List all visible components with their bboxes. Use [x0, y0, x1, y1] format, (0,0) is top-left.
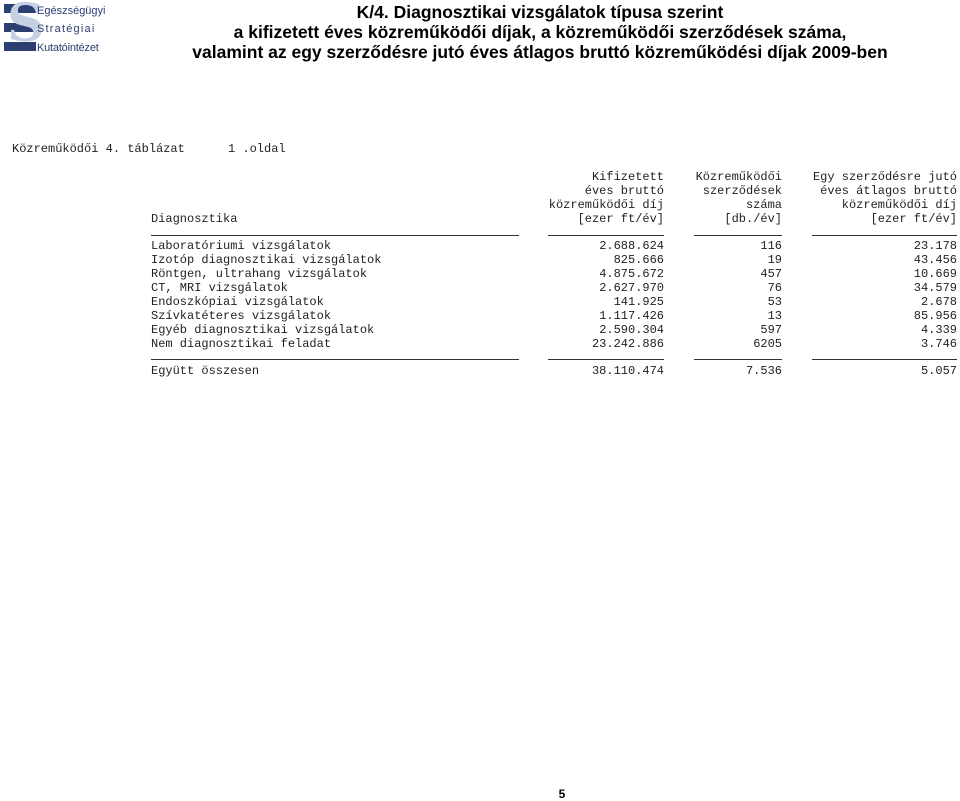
- row-atlag: 23.178: [913, 239, 957, 253]
- total-dij: 38.110.474: [591, 364, 664, 378]
- header-col3-line2: éves átlagos bruttó: [820, 184, 957, 198]
- row-atlag: 2.678: [920, 295, 957, 309]
- row-dij: 2.590.304: [599, 323, 664, 337]
- total-szam: 7.536: [745, 364, 782, 378]
- logo-letter: S: [7, 0, 45, 54]
- row-dij: 2.627.970: [599, 281, 664, 295]
- header-col3-line4: [ezer ft/év]: [870, 212, 957, 226]
- total-rule-col3: [812, 359, 957, 360]
- row-dij: 23.242.886: [591, 337, 664, 351]
- logo-line-3: Kutatóintézet: [37, 42, 99, 54]
- row-dij: 141.925: [613, 295, 664, 309]
- header-col2-line1: Közreműködői: [695, 170, 782, 184]
- page-title-line-1: K/4. Diagnosztikai vizsgálatok típusa szerint: [356, 2, 724, 22]
- header-col3-line1: Egy szerződésre jutó: [812, 170, 957, 184]
- row-atlag: 4.339: [920, 323, 957, 337]
- header-col2-line4: [db./év]: [724, 212, 782, 226]
- row-szam: 76: [767, 281, 782, 295]
- row-dij: 4.875.672: [599, 267, 664, 281]
- row-szam: 116: [760, 239, 782, 253]
- total-rule-name: [151, 359, 519, 360]
- row-szam: 457: [760, 267, 782, 281]
- header-col1-line2: éves bruttó: [584, 184, 664, 198]
- logo-line-1: Egészségügyi: [37, 5, 106, 17]
- row-name: Röntgen, ultrahang vizsgálatok: [151, 267, 368, 281]
- total-rule-col2: [694, 359, 782, 360]
- page-title-line-3: valamint az egy szerződésre jutó éves átlagos bruttó közreműködési díjak 2009-ben: [192, 42, 888, 62]
- row-name: Izotóp diagnosztikai vizsgálatok: [151, 253, 382, 267]
- row-szam: 6205: [753, 337, 782, 351]
- header-col3-line3: közreműködői díj: [841, 198, 957, 212]
- header-col1-line1: Kifizetett: [591, 170, 664, 184]
- page-title-line-2: a kifizetett éves közreműködői díjak, a közreműködői szerződések száma,: [233, 22, 847, 42]
- header-rule-name: [151, 235, 519, 236]
- row-szam: 53: [767, 295, 782, 309]
- row-name: CT, MRI vizsgálatok: [151, 281, 288, 295]
- total-atlag: 5.057: [920, 364, 957, 378]
- row-atlag: 3.746: [920, 337, 957, 351]
- header-rule-col3: [812, 235, 957, 236]
- row-atlag: 10.669: [913, 267, 957, 281]
- total-name: Együtt összesen: [151, 364, 260, 378]
- row-dij: 1.117.426: [599, 309, 664, 323]
- table-label: Közreműködői 4. táblázat: [12, 142, 185, 156]
- row-atlag: 34.579: [913, 281, 957, 295]
- total-rule-col1: [548, 359, 664, 360]
- header-col2-line3: száma: [745, 198, 782, 212]
- row-szam: 13: [767, 309, 782, 323]
- institute-logo: [4, 0, 114, 56]
- row-szam: 597: [760, 323, 782, 337]
- logo-line-2: Stratégiai: [37, 23, 96, 35]
- row-name: Nem diagnosztikai feladat: [151, 337, 332, 351]
- logo-mark: [4, 0, 45, 56]
- row-atlag: 43.456: [913, 253, 957, 267]
- row-szam: 19: [767, 253, 782, 267]
- header-col2-line2: szerződések: [702, 184, 782, 198]
- header-rule-col2: [694, 235, 782, 236]
- row-name: Szívkatéteres vizsgálatok: [151, 309, 332, 323]
- row-name: Egyéb diagnosztikai vizsgálatok: [151, 323, 375, 337]
- row-atlag: 85.956: [913, 309, 957, 323]
- row-dij: 2.688.624: [599, 239, 664, 253]
- page-number: 5: [558, 787, 566, 801]
- row-name: Laboratóriumi vizsgálatok: [151, 239, 332, 253]
- row-name: Endoszkópiai vizsgálatok: [151, 295, 324, 309]
- header-col1-line4: [ezer ft/év]: [577, 212, 664, 226]
- header-rule-col1: [548, 235, 664, 236]
- page-label: 1 .oldal: [228, 142, 286, 156]
- header-col1-line3: közreműködői díj: [548, 198, 664, 212]
- header-diagnosztika: Diagnosztika: [151, 212, 238, 226]
- row-dij: 825.666: [613, 253, 664, 267]
